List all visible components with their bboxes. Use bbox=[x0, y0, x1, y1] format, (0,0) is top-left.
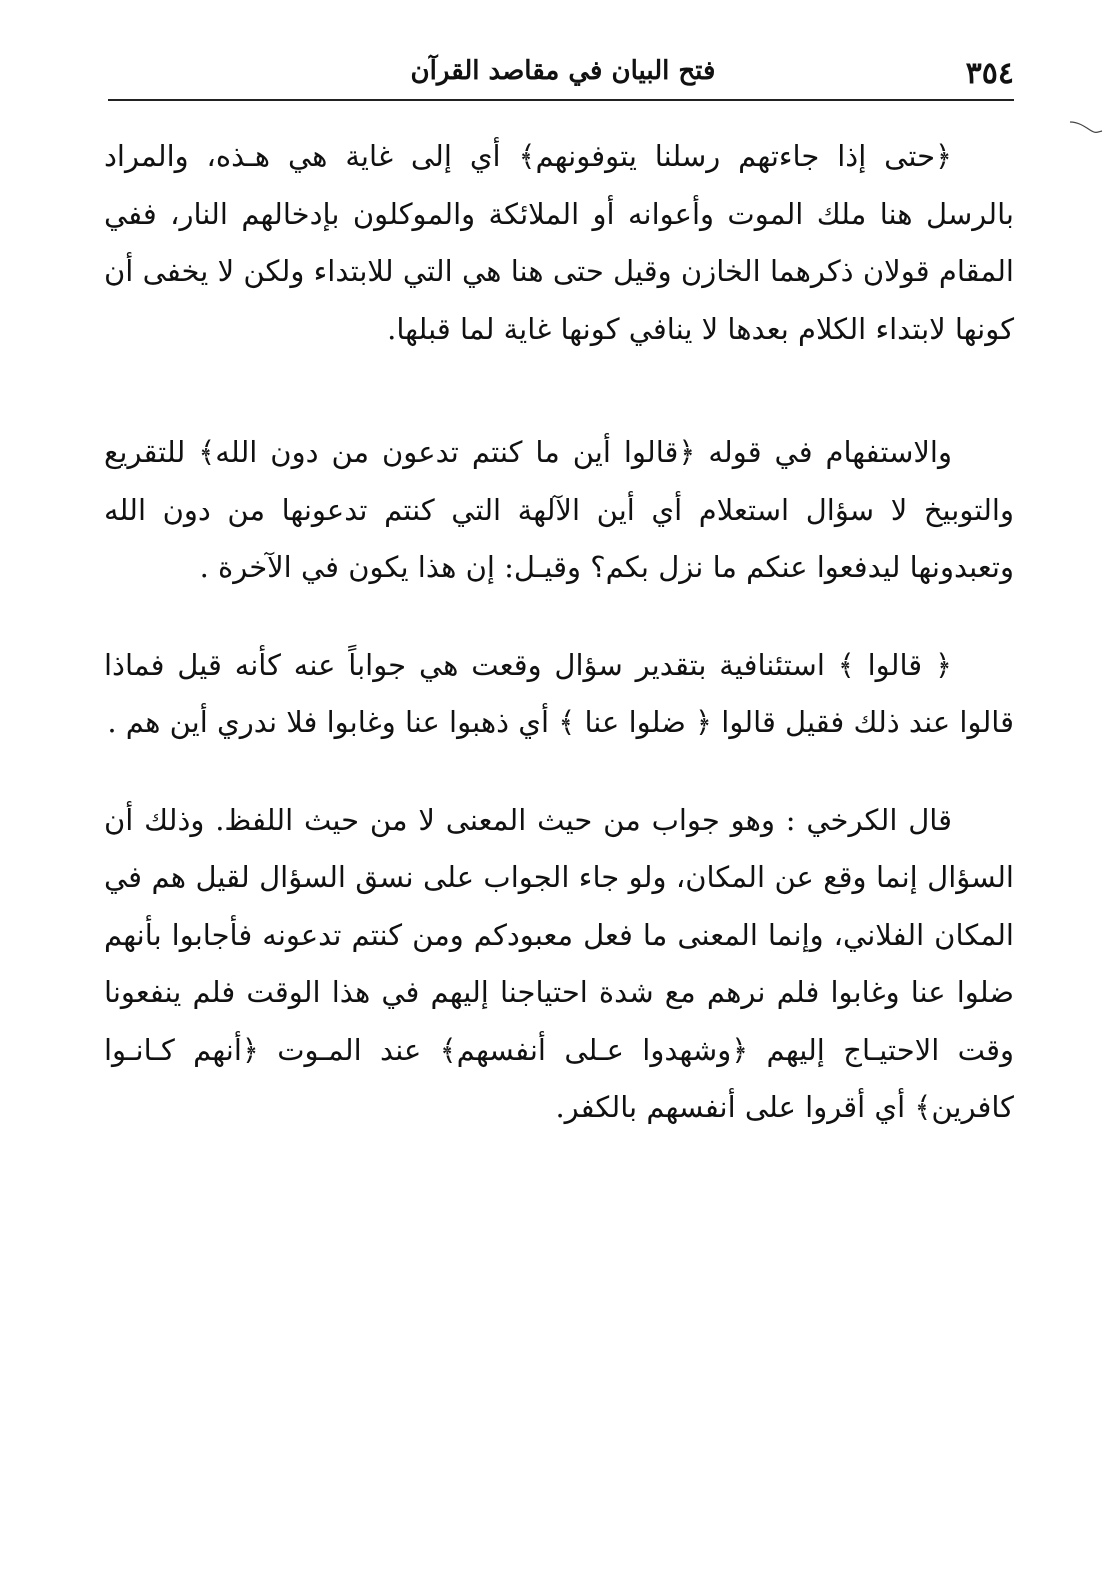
paragraph-3: ﴿ قالوا ﴾ استئنافية بتقدير سؤال وقعت هي جواباً عنه كأنه قيل فماذا قالوا عند ذلك فقيل قالوا ﴿ ضلوا عنا ﴾ أي ذهبوا عنا وغابوا فلا ندري أين هم . bbox=[104, 647, 1014, 739]
header-rule bbox=[108, 99, 1014, 101]
paragraph-4: قال الكرخي : وهو جواب من حيث المعنى لا من حيث اللفظ. وذلك أن السؤال إنما وقع عن المكان، ولو جاء الجواب على نسق السؤال لقيل هم في المكان الفلاني، وإنما المعنى ما فعل معبودكم ومن كنتم تدعونه فأجابوا بأنهم ضلوا عنا وغابوا فلم نرهم مع شدة احتياجنا إليهم في هذا الوقت فلم ينفعونا وقت الاحتيـاج إليهم ﴿وشهدوا عـلى أنفسهم﴾ عند المـوت ﴿أنهم كـانـوا كافرين﴾ أي أقروا على أنفسهم بالكفر. bbox=[104, 802, 1014, 1124]
page-number: ٣٥٤ bbox=[965, 56, 1014, 91]
page-header bbox=[108, 52, 1014, 98]
main-text bbox=[104, 128, 1014, 1137]
running-title: فتح البيان في مقاصد القرآن bbox=[410, 56, 716, 86]
margin-mark-icon bbox=[1068, 118, 1104, 138]
paragraph-1: ﴿حتى إذا جاءتهم رسلنا يتوفونهم﴾ أي إلى غاية هي هـذه، والمراد بالرسل هنا ملك الموت وأعوانه أو الملائكة والموكلون بإدخالهم النار، ففي المقام قولان ذكرهما الخازن وقيل حتى هنا هي التي للابتداء ولكن لا يخفى أن كونها لابتداء الكلام بعدها لا ينافي كونها غاية لما قبلها. bbox=[104, 139, 1014, 346]
paragraph-2: والاستفهام في قوله ﴿قالوا أين ما كنتم تدعون من دون الله﴾ للتقريع والتوبيخ لا سؤال استعلام أي أين الآلهة التي كنتم تدعونها من دون الله وتعبدونها ليدفعوا عنكم ما نزل بكم؟ وقيـل: إن هذا يكون في الآخرة . bbox=[104, 435, 1014, 584]
